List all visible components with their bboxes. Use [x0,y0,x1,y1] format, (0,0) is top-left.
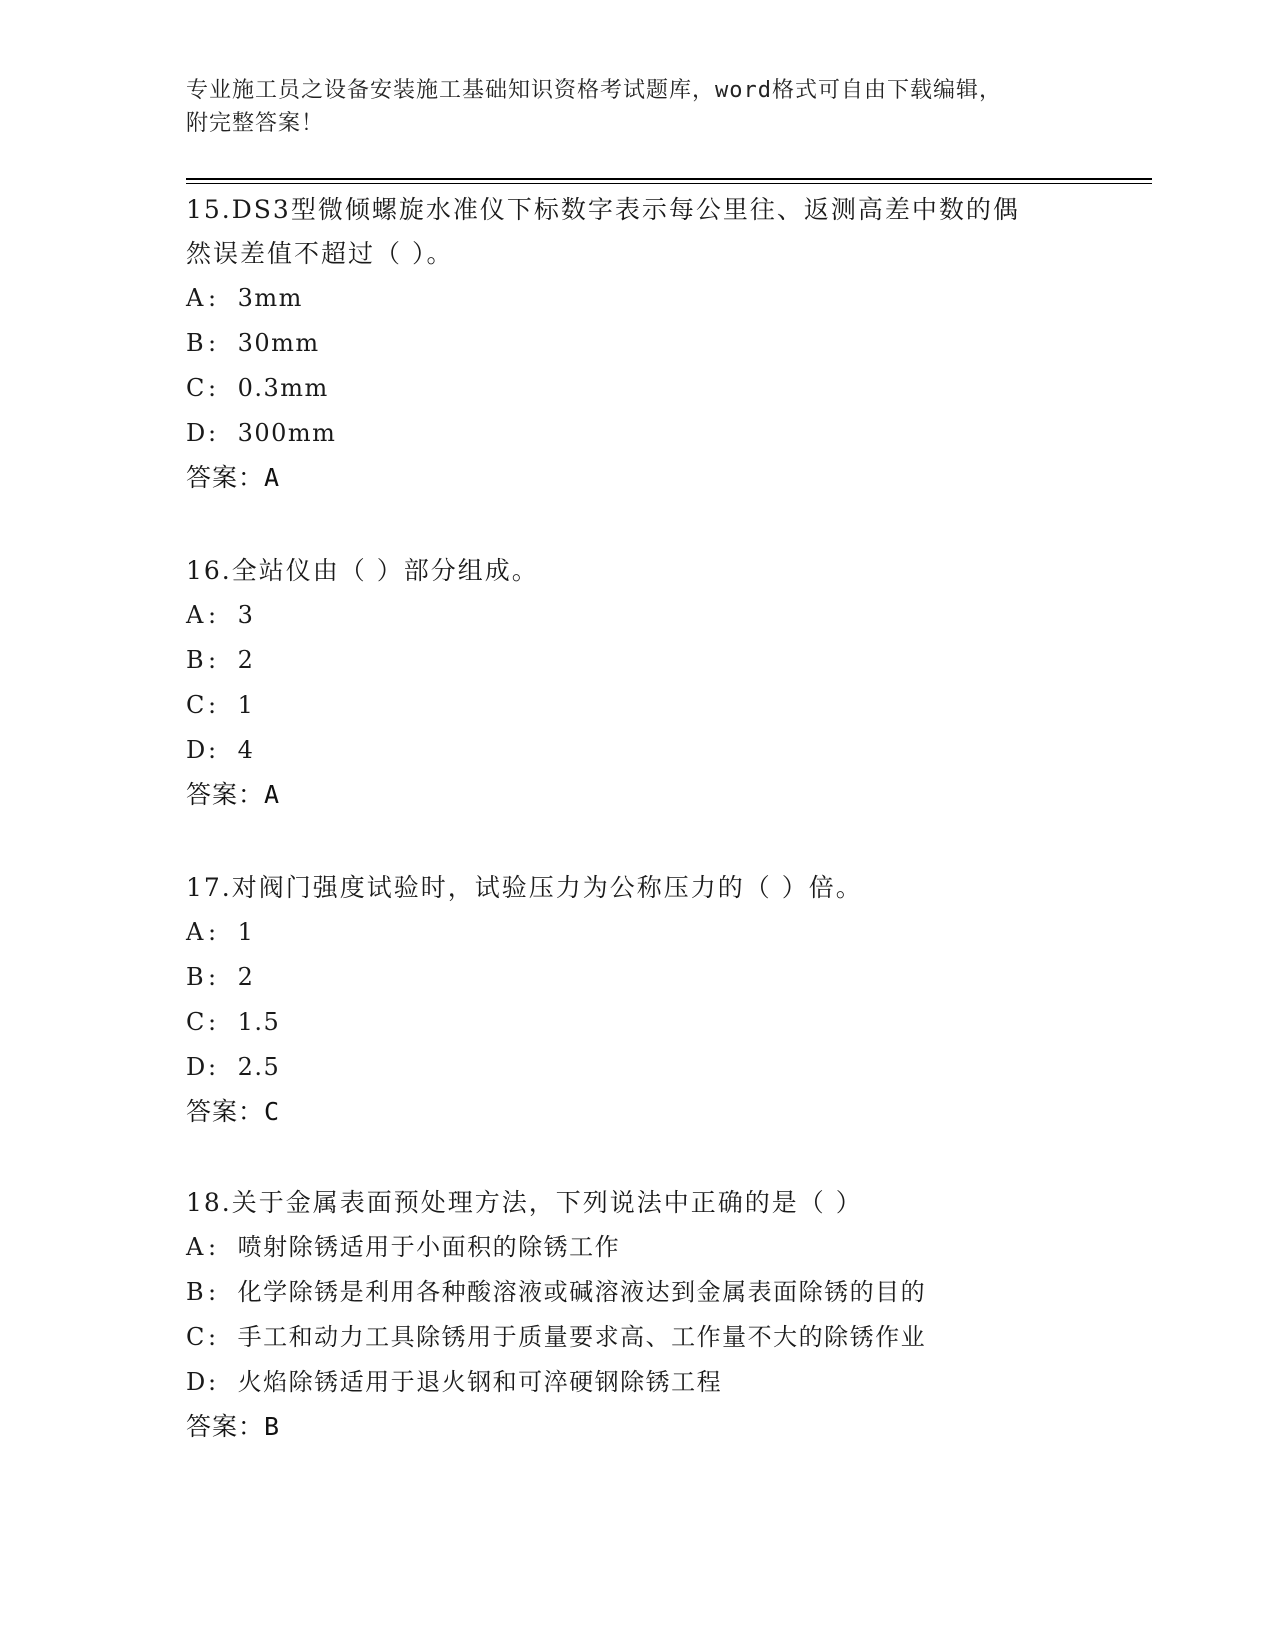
option-key: B [186,646,206,674]
question-stem-line-2: 然误差值不超过（ ）。 [186,239,454,268]
option-text: 2.5 [237,1053,281,1081]
option-key: B [186,329,206,357]
option-separator: : [208,646,218,674]
option-text: 3mm [237,284,303,312]
option-text: 30mm [237,329,320,357]
question-16 [186,549,1086,817]
option-text: 1 [237,691,255,719]
header-divider-thick [186,178,1152,180]
option-text: 0.3mm [237,374,329,402]
option-a [186,593,1086,638]
option-separator: : [208,963,218,991]
option-key: B [186,1278,206,1306]
option-c [186,1315,1086,1360]
option-key: A [186,1233,205,1261]
question-18 [186,1181,1086,1449]
header-line-2: 附完整答案！ [186,111,325,136]
option-text: 3 [237,601,255,629]
option-separator: : [208,1008,218,1036]
option-separator: : [208,736,218,764]
option-separator: : [208,284,218,312]
option-key: C [186,1008,206,1036]
option-separator: : [208,918,218,946]
option-separator: : [208,1323,218,1351]
option-separator: : [208,601,218,629]
option-text: 2 [237,646,255,674]
option-separator: : [208,1053,218,1081]
option-b [186,321,1086,366]
option-text: 4 [237,736,255,764]
answer-line: 答案：A [186,463,281,492]
option-key: C [186,374,206,402]
option-key: C [186,691,206,719]
option-key: A [186,918,205,946]
question-15 [186,188,1086,500]
question-17 [186,866,1086,1134]
option-c [186,683,1086,728]
option-key: D [186,1368,207,1396]
header-line-1: 专业施工员之设备安装施工基础知识资格考试题库，word格式可自由下载编辑， [186,78,1002,103]
option-b [186,1270,1086,1315]
question-stem-line-1: 15.DS3型微倾螺旋水准仪下标数字表示每公里往、返测高差中数的偶 [186,195,1020,224]
document-header [186,74,1066,140]
option-b [186,955,1086,1000]
answer-line: 答案：A [186,780,281,809]
question-stem-line-1: 18.关于金属表面预处理方法，下列说法中正确的是（ ） [186,1188,863,1217]
option-key: C [186,1323,206,1351]
option-text: 手工和动力工具除锈用于质量要求高、工作量不大的除锈作业 [237,1323,927,1351]
option-separator: : [208,419,218,447]
option-a [186,910,1086,955]
option-separator: : [208,1278,218,1306]
option-b [186,638,1086,683]
question-stem-line-1: 17.对阀门强度试验时，试验压力为公称压力的（ ）倍。 [186,873,863,902]
header-divider-thin [186,183,1152,184]
option-text: 喷射除锈适用于小面积的除锈工作 [237,1233,621,1261]
option-text: 1 [237,918,255,946]
option-key: D [186,736,207,764]
option-d [186,1360,1086,1405]
option-d [186,1045,1086,1090]
option-key: D [186,419,207,447]
question-stem-line-1: 16.全站仪由（ ）部分组成。 [186,556,539,585]
option-a [186,276,1086,321]
option-key: A [186,284,205,312]
option-d [186,728,1086,773]
option-separator: : [208,374,218,402]
answer-line: 答案：C [186,1097,281,1126]
option-key: B [186,963,206,991]
option-separator: : [208,329,218,357]
option-text: 1.5 [237,1008,281,1036]
answer-line: 答案：B [186,1412,281,1441]
option-key: A [186,601,205,629]
option-a [186,1225,1086,1270]
option-text: 化学除锈是利用各种酸溶液或碱溶液达到金属表面除锈的目的 [237,1278,927,1306]
option-c [186,1000,1086,1045]
option-text: 300mm [237,419,337,447]
option-text: 2 [237,963,255,991]
option-c [186,366,1086,411]
option-key: D [186,1053,207,1081]
option-separator: : [208,1368,218,1396]
option-text: 火焰除锈适用于退火钢和可淬硬钢除锈工程 [237,1368,723,1396]
option-d [186,411,1086,456]
option-separator: : [208,691,218,719]
option-separator: : [208,1233,218,1261]
